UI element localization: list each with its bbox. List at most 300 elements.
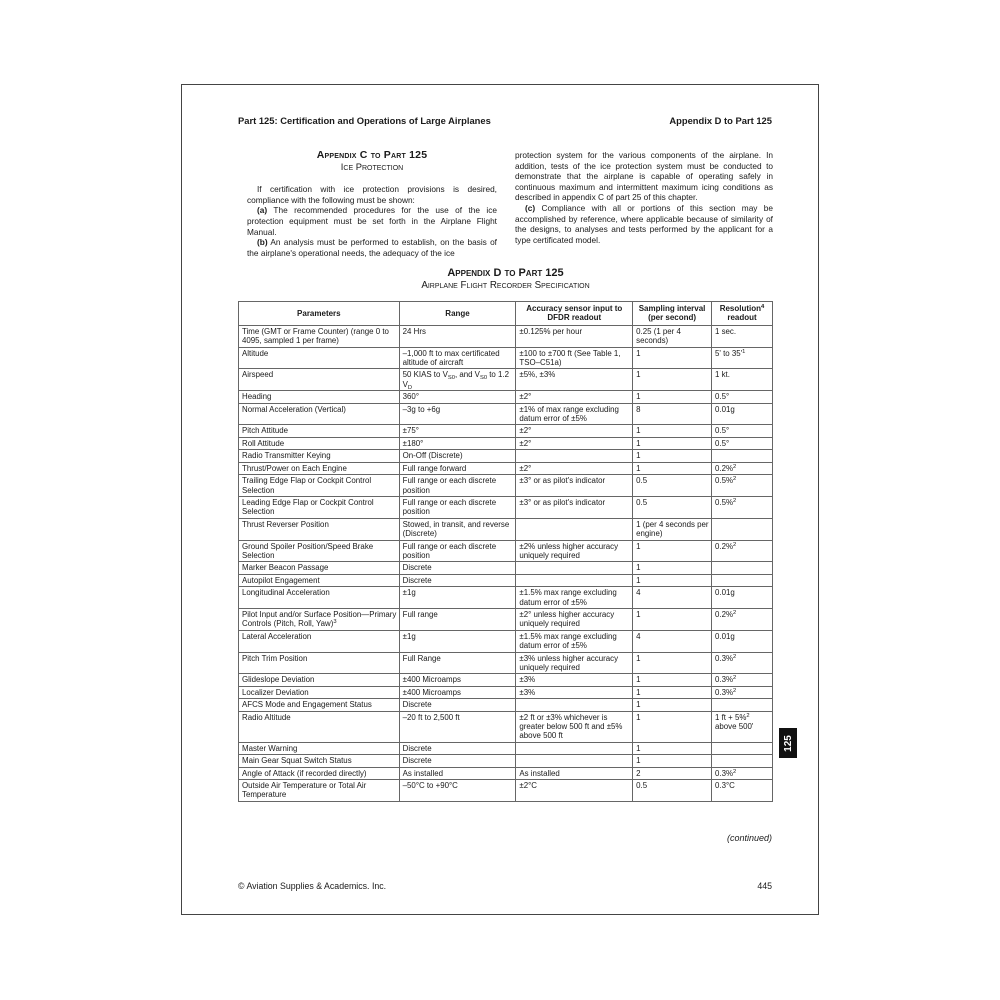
header-resolution-text: Resolution <box>719 304 762 313</box>
accuracy-text: ±1.5% max range excluding datum error of ±5% <box>519 631 617 651</box>
range-text: Full range or each discrete position <box>402 497 497 517</box>
cell-parameter <box>239 562 400 574</box>
sampling-text: 1 <box>636 563 641 573</box>
range-text: 24 Hrs <box>402 326 426 336</box>
para-b-text-part1: An analysis must be performed to establish, on the basis of the airplane's operational needs, the adequacy of the ice <box>247 237 497 258</box>
cell-parameter <box>239 587 400 609</box>
cell-resolution <box>712 699 773 711</box>
parameter-text: Thrust/Power on Each Engine <box>242 463 347 473</box>
parameter-text: Lateral Acceleration <box>242 631 312 641</box>
range-text: Full range or each discrete position <box>402 541 497 560</box>
cell-sampling <box>633 767 712 779</box>
cell-resolution <box>712 325 773 347</box>
cell-range <box>399 630 516 652</box>
parameter-text: Normal Acceleration (Vertical) <box>242 404 346 414</box>
cell-sampling <box>633 437 712 449</box>
cell-resolution <box>712 562 773 574</box>
cell-accuracy <box>516 755 633 767</box>
range-text: , and V <box>454 370 480 380</box>
cell-accuracy <box>516 686 633 698</box>
accuracy-text: ±2° <box>519 463 532 473</box>
cell-accuracy <box>516 540 633 562</box>
cell-resolution <box>712 496 773 518</box>
cell-sampling <box>633 403 712 425</box>
cell-parameter <box>239 462 400 474</box>
table-row <box>239 540 773 562</box>
sampling-text: 1 <box>636 712 641 722</box>
cell-sampling <box>633 742 712 754</box>
range-text: Full range or each discrete position <box>402 476 497 495</box>
continued-note: (continued) <box>726 833 772 843</box>
appendix-c-column-left <box>247 150 497 258</box>
cell-parameter <box>239 674 400 686</box>
accuracy-text: ±2°C <box>519 781 537 791</box>
cell-parameter <box>239 391 400 403</box>
sampling-text: 1 <box>636 756 641 766</box>
accuracy-text: ±5%, ±3% <box>519 370 556 380</box>
sampling-text: 2 <box>636 768 641 778</box>
sampling-text: 1 <box>636 541 641 551</box>
para-a-label: (a) <box>257 205 268 216</box>
cell-accuracy <box>516 780 633 802</box>
cell-range <box>399 347 516 369</box>
sampling-text: 4 <box>636 588 641 598</box>
accuracy-text: As installed <box>519 768 560 778</box>
footer-publisher: © Aviation Supplies & Academics. Inc. <box>238 881 387 891</box>
accuracy-text: ±3° or as pilot's indicator <box>519 476 606 486</box>
sampling-text: 1 <box>636 700 641 710</box>
appendix-d-heading <box>238 267 773 291</box>
cell-range <box>399 767 516 779</box>
cell-accuracy <box>516 403 633 425</box>
range-text: ±75° <box>402 426 419 436</box>
sampling-text: 1 <box>636 575 641 585</box>
cell-accuracy <box>516 437 633 449</box>
cell-accuracy <box>516 425 633 437</box>
range-text: Discrete <box>402 563 432 573</box>
cell-accuracy <box>516 325 633 347</box>
resolution-text: 0.2% <box>715 609 733 619</box>
footnote-ref: 2 <box>733 541 737 548</box>
cell-parameter <box>239 630 400 652</box>
table-row <box>239 450 773 462</box>
cell-sampling <box>633 587 712 609</box>
appendix-d-subtitle: Airplane Flight Recorder Specification <box>421 280 590 291</box>
sampling-text: 0.5 <box>636 497 648 507</box>
cell-resolution <box>712 518 773 540</box>
cell-range <box>399 699 516 711</box>
cell-parameter <box>239 540 400 562</box>
cell-sampling <box>633 496 712 518</box>
sampling-text: 1 <box>636 653 641 663</box>
table-row <box>239 391 773 403</box>
cell-accuracy <box>516 347 633 369</box>
sampling-text: 1 <box>636 675 641 685</box>
table-row <box>239 437 773 449</box>
cell-resolution <box>712 475 773 497</box>
accuracy-text: ±2 ft or ±3% whichever is greater below 500 ft and ±5% above 500 ft <box>519 712 623 741</box>
table-row <box>239 562 773 574</box>
sampling-text: 1 <box>636 348 641 358</box>
cell-accuracy <box>516 475 633 497</box>
table-row <box>239 325 773 347</box>
sampling-text: 1 (per 4 seconds per engine) <box>636 519 709 539</box>
cell-accuracy <box>516 767 633 779</box>
header-resolution-sup: 4 <box>761 304 765 310</box>
range-text: Stowed, in transit, and reverse (Discrete) <box>402 519 510 539</box>
accuracy-text: ±2% unless higher accuracy uniquely required <box>519 541 619 560</box>
cell-resolution <box>712 742 773 754</box>
parameter-text: Master Warning <box>242 743 298 753</box>
footnote-ref: 2 <box>733 609 737 616</box>
cell-range <box>399 755 516 767</box>
cell-resolution <box>712 780 773 802</box>
table-row <box>239 425 773 437</box>
accuracy-text: ±2° <box>519 426 532 436</box>
cell-resolution <box>712 462 773 474</box>
accuracy-text: ±3% <box>519 687 536 697</box>
table-row <box>239 475 773 497</box>
parameter-text: Roll Attitude <box>242 438 285 448</box>
resolution-text: 1 sec. <box>715 326 737 336</box>
cell-range <box>399 369 516 391</box>
footnote-ref: 1 <box>742 348 746 355</box>
cell-sampling <box>633 780 712 802</box>
cell-range <box>399 780 516 802</box>
cell-resolution <box>712 755 773 767</box>
cell-parameter <box>239 425 400 437</box>
cell-range <box>399 437 516 449</box>
accuracy-text: ±100 to ±700 ft (See Table 1, TSO–C51a) <box>519 348 621 368</box>
cell-sampling <box>633 711 712 742</box>
cell-sampling <box>633 608 712 630</box>
cell-parameter <box>239 755 400 767</box>
appendix-c-para-c <box>515 203 773 245</box>
cell-parameter <box>239 652 400 674</box>
parameter-text: Thrust Reverser Position <box>242 519 329 529</box>
range-text: Full range <box>402 609 438 619</box>
table-row <box>239 369 773 391</box>
cell-accuracy <box>516 711 633 742</box>
table-row <box>239 403 773 425</box>
section-tab-label: 125 <box>782 734 794 752</box>
resolution-text: above 500' <box>715 722 754 732</box>
cell-resolution <box>712 450 773 462</box>
cell-range <box>399 652 516 674</box>
cell-sampling <box>633 369 712 391</box>
range-text: to 1.2 V <box>402 370 509 389</box>
header-accuracy: Accuracy sensor input to DFDR readout <box>516 302 633 326</box>
range-text: Discrete <box>402 700 432 710</box>
range-text: 360° <box>402 392 419 402</box>
cell-range <box>399 391 516 403</box>
cell-parameter <box>239 574 400 586</box>
cell-parameter <box>239 699 400 711</box>
parameter-text: Localizer Deviation <box>242 687 309 697</box>
cell-accuracy <box>516 369 633 391</box>
cell-range <box>399 562 516 574</box>
footnote-ref: 2 <box>733 687 737 694</box>
cell-sampling <box>633 450 712 462</box>
resolution-text: 0.5% <box>715 497 733 507</box>
cell-accuracy <box>516 699 633 711</box>
table-row <box>239 347 773 369</box>
sampling-text: 8 <box>636 404 641 414</box>
cell-resolution <box>712 711 773 742</box>
range-text: Discrete <box>402 575 432 585</box>
cell-range <box>399 450 516 462</box>
cell-sampling <box>633 755 712 767</box>
cell-sampling <box>633 391 712 403</box>
range-text: Full range forward <box>402 463 467 473</box>
parameter-text: Marker Beacon Passage <box>242 563 329 573</box>
cell-sampling <box>633 674 712 686</box>
table-row <box>239 755 773 767</box>
resolution-text: 0.3% <box>715 653 733 663</box>
table-row <box>239 699 773 711</box>
cell-range <box>399 475 516 497</box>
running-header-right: Appendix D to Part 125 <box>669 115 772 126</box>
range-text: Discrete <box>402 743 432 753</box>
footnote-ref: 2 <box>733 675 737 682</box>
parameter-text: Pilot Input and/or Surface Position—Primary Controls (Pitch, Roll, Yaw) <box>242 609 397 629</box>
range-text: –3g to +6g <box>402 404 441 414</box>
para-c-label: (c) <box>525 202 536 213</box>
parameter-text: Autopilot Engagement <box>242 575 320 585</box>
parameter-text: Trailing Edge Flap or Cockpit Control Selection <box>242 476 372 495</box>
footnote-ref: 2 <box>733 653 737 660</box>
cell-range <box>399 686 516 698</box>
sampling-text: 1 <box>636 392 641 402</box>
range-text: Full Range <box>402 653 441 663</box>
parameter-text: Radio Transmitter Keying <box>242 451 331 461</box>
parameter-text: Pitch Trim Position <box>242 653 308 663</box>
sampling-text: 1 <box>636 687 641 697</box>
accuracy-text: ±3% <box>519 675 536 685</box>
parameter-text: Altitude <box>242 348 269 358</box>
sampling-text: 0.5 <box>636 781 648 791</box>
cell-resolution <box>712 608 773 630</box>
sampling-text: 4 <box>636 631 641 641</box>
range-text: 50 KIAS to V <box>402 370 448 380</box>
cell-resolution <box>712 369 773 391</box>
appendix-c-title: Appendix C to Part 125 <box>316 149 428 161</box>
parameter-text: Airspeed <box>242 370 274 380</box>
cell-range <box>399 742 516 754</box>
appendix-c-para-b <box>247 237 497 258</box>
cell-resolution <box>712 674 773 686</box>
cell-parameter <box>239 608 400 630</box>
header-sampling: Sampling interval (per second) <box>633 302 712 326</box>
resolution-text: 0.3% <box>715 768 733 778</box>
cell-parameter <box>239 767 400 779</box>
footnote-ref: 3 <box>333 619 337 626</box>
cell-accuracy <box>516 674 633 686</box>
resolution-text: 0.5° <box>715 392 730 402</box>
resolution-text: 0.5% <box>715 476 733 486</box>
cell-accuracy <box>516 630 633 652</box>
cell-sampling <box>633 475 712 497</box>
cell-accuracy <box>516 562 633 574</box>
cell-sampling <box>633 425 712 437</box>
accuracy-text: ±3% unless higher accuracy uniquely required <box>519 653 619 672</box>
table-header-row <box>239 302 773 326</box>
parameter-text: Main Gear Squat Switch Status <box>242 756 352 766</box>
resolution-text: 1 kt. <box>715 370 730 380</box>
table-row <box>239 780 773 802</box>
cell-resolution <box>712 403 773 425</box>
range-text: As installed <box>402 768 444 778</box>
cell-accuracy <box>516 742 633 754</box>
cell-range <box>399 574 516 586</box>
cell-parameter <box>239 369 400 391</box>
cell-range <box>399 711 516 742</box>
table-row <box>239 674 773 686</box>
cell-parameter <box>239 780 400 802</box>
table-row <box>239 686 773 698</box>
sampling-text: 1 <box>636 451 641 461</box>
cell-range <box>399 608 516 630</box>
cell-resolution <box>712 540 773 562</box>
header-resolution-tail: readout <box>727 313 757 323</box>
cell-range <box>399 496 516 518</box>
parameter-text: Longitudinal Acceleration <box>242 588 330 598</box>
appendix-c-intro: If certification with ice protection provisions is desired, compliance with the following must be shown: <box>247 184 497 205</box>
sampling-text: 1 <box>636 463 641 473</box>
cell-resolution <box>712 630 773 652</box>
table-row <box>239 496 773 518</box>
footnote-ref: 2 <box>733 768 737 775</box>
parameter-text: Outside Air Temperature or Total Air Temperature <box>242 781 367 800</box>
cell-resolution <box>712 574 773 586</box>
accuracy-text: ±2° <box>519 392 532 402</box>
resolution-text: 0.5° <box>715 426 730 436</box>
cell-resolution <box>712 652 773 674</box>
parameter-text: Angle of Attack (if recorded directly) <box>242 768 367 778</box>
range-text: –50°C to +90°C <box>402 781 458 791</box>
header-resolution <box>712 302 773 326</box>
para-a-text: The recommended procedures for the use of the ice protection equipment must be set forth in the Airplane Flight Manual. <box>247 205 497 237</box>
accuracy-text: ±1.5% max range excluding datum error of ±5% <box>519 588 617 607</box>
cell-accuracy <box>516 496 633 518</box>
range-text: ±400 Microamps <box>402 675 461 685</box>
cell-range <box>399 462 516 474</box>
sampling-text: 0.5 <box>636 476 648 486</box>
resolution-text: 0.5° <box>715 438 730 448</box>
cell-range <box>399 540 516 562</box>
table-body <box>239 325 773 801</box>
table-row <box>239 608 773 630</box>
footnote-ref: 2 <box>746 712 750 719</box>
cell-resolution <box>712 587 773 609</box>
cell-sampling <box>633 699 712 711</box>
header-parameters: Parameters <box>239 302 400 326</box>
cell-accuracy <box>516 450 633 462</box>
para-b-text-part2: protection system for the various components of the airplane. In addition, tests of the ice protection system must be conducted to demonstrate that the airplane is capable of operating safely in continuous maximum and intermittent maximum icing conditions as described in appendix C of part 25 of this chapter. <box>515 150 773 203</box>
cell-sampling <box>633 462 712 474</box>
para-b-label: (b) <box>257 237 268 248</box>
cell-accuracy <box>516 391 633 403</box>
appendix-c-column-right <box>515 150 773 245</box>
flight-recorder-spec-table <box>238 301 773 802</box>
para-c-text: Compliance with all or portions of this section may be accomplished by reference, where applicable because of similarity of the designs, to analyses and tests performed by the applicant for a type certificated model. <box>515 202 773 245</box>
cell-resolution <box>712 347 773 369</box>
resolution-text: 0.01g <box>715 631 735 641</box>
footnote-ref: 2 <box>733 497 737 504</box>
table-row <box>239 742 773 754</box>
accuracy-text: ±2° unless higher accuracy uniquely required <box>519 609 615 629</box>
cell-resolution <box>712 686 773 698</box>
resolution-text: 0.01g <box>715 404 735 414</box>
accuracy-text: ±1% of max range excluding datum error of ±5% <box>519 404 619 424</box>
range-text: ±400 Microamps <box>402 687 461 697</box>
resolution-text: 0.01g <box>715 588 735 598</box>
sampling-text: 1 <box>636 426 641 436</box>
footnote-ref: 2 <box>733 476 737 483</box>
cell-parameter <box>239 475 400 497</box>
appendix-c-para-b-cont <box>515 150 773 203</box>
range-text: –20 ft to 2,500 ft <box>402 712 460 722</box>
cell-range <box>399 674 516 686</box>
resolution-text: 0.3% <box>715 675 733 685</box>
range-text: –1,000 ft to max certificated altitude of aircraft <box>402 348 500 368</box>
appendix-c-para-a <box>247 205 497 237</box>
cell-sampling <box>633 652 712 674</box>
cell-sampling <box>633 518 712 540</box>
cell-sampling <box>633 325 712 347</box>
cell-sampling <box>633 574 712 586</box>
cell-sampling <box>633 347 712 369</box>
resolution-text: 1 ft + 5% <box>715 712 747 722</box>
sampling-text: 1 <box>636 609 641 619</box>
cell-range <box>399 518 516 540</box>
subscript: D <box>407 384 413 391</box>
cell-parameter <box>239 711 400 742</box>
cell-sampling <box>633 686 712 698</box>
resolution-text: 0.3°C <box>715 781 735 791</box>
table-row <box>239 711 773 742</box>
accuracy-text: ±3° or as pilot's indicator <box>519 497 606 507</box>
cell-sampling <box>633 630 712 652</box>
table-row <box>239 652 773 674</box>
cell-resolution <box>712 391 773 403</box>
cell-resolution <box>712 437 773 449</box>
cell-parameter <box>239 518 400 540</box>
cell-accuracy <box>516 518 633 540</box>
parameter-text: Time (GMT or Frame Counter) (range 0 to 4095, sampled 1 per frame) <box>242 326 389 346</box>
running-header-left: Part 125: Certification and Operations of Large Airplanes <box>238 115 491 126</box>
range-text: On-Off (Discrete) <box>402 451 463 461</box>
resolution-text: 0.2% <box>715 463 733 473</box>
cell-accuracy <box>516 652 633 674</box>
accuracy-text: ±0.125% per hour <box>519 326 583 336</box>
resolution-text: 5' to 35' <box>715 348 743 358</box>
parameter-text: Ground Spoiler Position/Speed Brake Selection <box>242 541 374 560</box>
subscript: S0 <box>479 375 488 382</box>
header-range: Range <box>399 302 516 326</box>
cell-accuracy <box>516 587 633 609</box>
resolution-text: 0.3% <box>715 687 733 697</box>
appendix-c-subtitle: Ice Protection <box>340 160 404 172</box>
cell-parameter <box>239 437 400 449</box>
sampling-text: 1 <box>636 370 641 380</box>
table-row <box>239 518 773 540</box>
cell-accuracy <box>516 574 633 586</box>
sampling-text: 1 <box>636 743 641 753</box>
cell-range <box>399 403 516 425</box>
cell-sampling <box>633 562 712 574</box>
cell-accuracy <box>516 608 633 630</box>
